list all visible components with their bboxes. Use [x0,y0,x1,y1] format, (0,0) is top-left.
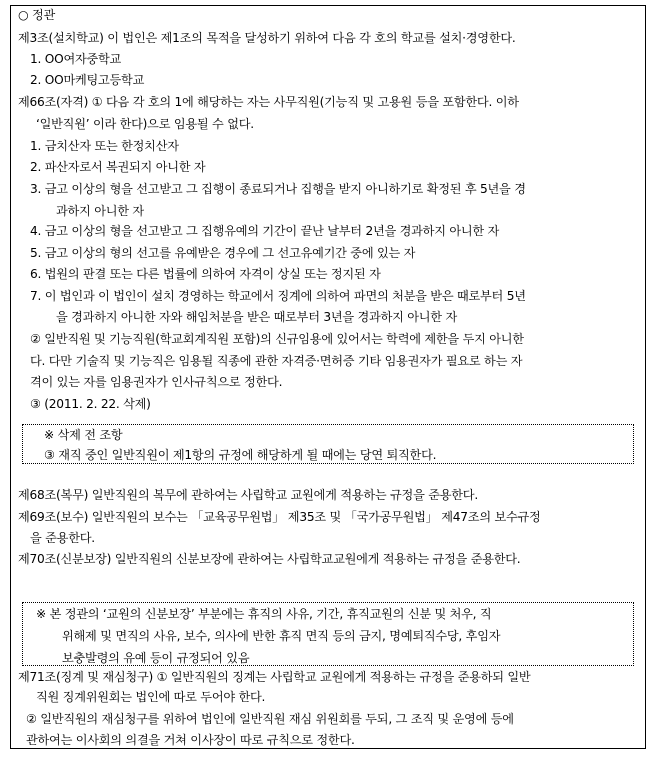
article-66-item-2: 2. 파산자로서 복권되지 아니한 자 [30,160,206,174]
article-71-cont: 직원 징계위원회는 법인에 따로 두어야 한다. [36,690,266,704]
article-66-item-6: 6. 법원의 판결 또는 다른 법률에 의하여 자격이 상실 또는 정지된 자 [30,267,381,281]
article-3-title: 제3조(설치학교) 이 법인은 제1조의 목적을 달성하기 위하여 다음 각 호의 학교를 설치·경영한다. [18,31,516,45]
article-70: 제70조(신분보장) 일반직원의 신분보장에 관하여는 사립학교교원에게 적용하는 규정을 준용한다. [18,552,521,566]
article-66-title: 제66조(자격) ① 다음 각 호의 1에 해당하는 자는 사무직원(기능직 및 고용원 등을 포함한다. 이하 [18,95,519,109]
article-66-item-4: 4. 금고 이상의 형을 선고받고 그 집행유예의 기간이 끝난 날부터 2년을 경과하지 아니한 자 [30,224,500,238]
article-66-item-1: 1. 금치산자 또는 한정치산자 [30,139,179,153]
article-71-para-2-cont: 관하여는 이사회의 의결을 거쳐 이사장이 따로 규칙으로 정한다. [26,733,355,747]
article-66-para-2-cont-2: 격이 있는 자를 임용권자가 인사규칙으로 정한다. [30,375,283,389]
article-69: 제69조(보수) 일반직원의 보수는 「교육공무원법」 제35조 및 「국가공무원법」 제47조의 보수규정 [18,510,541,524]
article-66-item-7: 7. 이 법인과 이 법인이 설치 경영하는 학교에서 징계에 의하여 파면의 처분을 받은 때로부터 5년 [30,289,526,303]
status-note-line-2: 위해제 및 면직의 사유, 보수, 의사에 반한 휴직 면직 등의 금지, 명예퇴직수당, 후임자 [62,629,501,643]
article-71-para-2: ② 일반직원의 재심청구를 위하여 법인에 일반직원 재심 위원회를 두되, 그 조직 및 운영에 등에 [26,712,514,726]
article-66-para-2: ② 일반직원 및 기능직원(학교회계직원 포함)의 신규임용에 있어서는 학력에 제한을 두지 아니한 [30,332,524,346]
deleted-clause-note-title: ※ 삭제 전 조항 [44,428,123,442]
status-note-line-1: ※ 본 정관의 ‘교원의 신분보장’ 부분에는 휴직의 사유, 기간, 휴직교원의 신분 및 처우, 직 [36,607,492,621]
article-66-item-7-cont: 을 경과하지 아니한 자와 해임처분을 받은 때로부터 3년을 경과하지 아니한 자 [56,310,457,324]
article-66-para-2-cont-1: 다. 다만 기술직 및 기능직은 임용될 직종에 관한 자격증·면허증 기타 임용권자가 필요로 하는 자 [30,354,523,368]
article-69-cont: 을 준용한다. [30,531,95,545]
deleted-clause-note-text: ③ 재직 중인 일반직원이 제1항의 규정에 해당하게 될 때에는 당연 퇴직한다. [44,448,437,462]
section-header: ○ 정관 [18,8,56,22]
article-3-item-1: 1. OO여자중학교 [30,52,122,66]
article-71: 제71조(징계 및 재심청구) ① 일반직원의 징계는 사립학교 교원에게 적용하는 규정을 준용하되 일반 [18,670,531,684]
article-68: 제68조(복무) 일반직원의 복무에 관하여는 사립학교 교원에게 적용하는 규정을 준용한다. [18,488,478,502]
status-note-line-3: 보충발령의 유예 등이 규정되어 있음 [62,651,250,665]
article-66-item-3: 3. 금고 이상의 형을 선고받고 그 집행이 종료되거나 집행을 받지 아니하기로 확정된 후 5년을 경 [30,182,526,196]
article-66-item-5: 5. 금고 이상의 형의 선고를 유예받은 경우에 그 선고유예기간 중에 있는 자 [30,246,416,260]
article-3-item-2: 2. OO마케팅고등학교 [30,73,145,87]
article-66-title-cont: ‘일반직원’ 이라 한다)으로 임용될 수 없다. [36,117,254,131]
article-66-para-3: ③ (2011. 2. 22. 삭제) [30,397,151,411]
article-66-item-3-cont: 과하지 아니한 자 [56,204,144,218]
